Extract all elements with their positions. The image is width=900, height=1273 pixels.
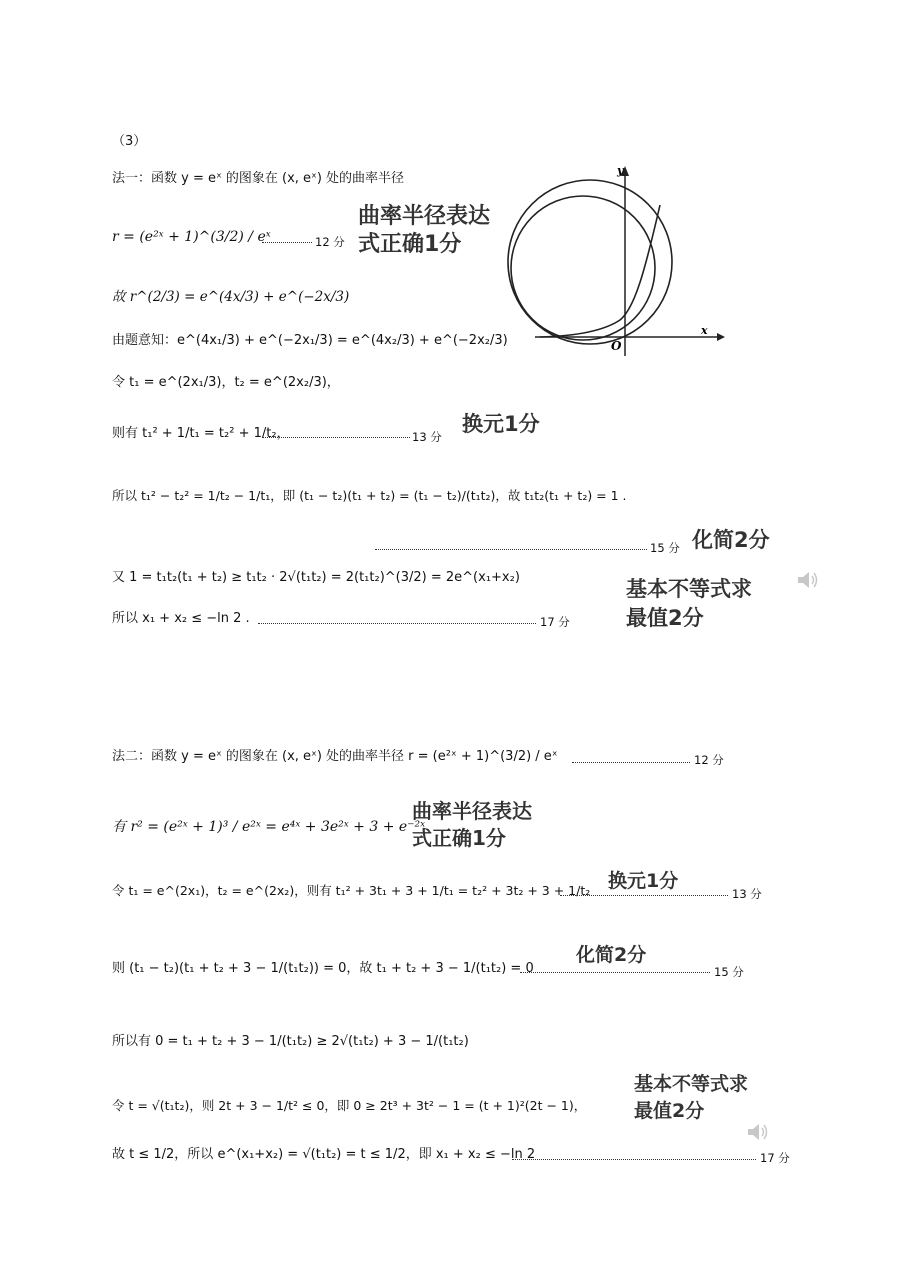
note-inequality: 基本不等式求 最值2分 [626,577,752,630]
curvature-circle-graph [495,160,735,360]
note-radius: 曲率半径表达 式正确1分 [358,204,491,257]
method2-step-let: 令 t = √(t₁t₂)，则 2t + 3 − 1/t² ≤ 0，即 0 ≥ 2t³ + 3t² − 1 = (t + 1)²(2t − 1)， [112,1098,587,1113]
method1-step-result: 所以 x₁ + x₂ ≤ −ln 2 . [112,611,250,626]
speaker-icon[interactable] [795,568,821,592]
note-substitution: 换元1分 [462,412,540,436]
method2-step-so: 所以有 0 = t₁ + t₂ + 3 − 1/(t₁t₂) ≥ 2√(t₁t₂) + 3 − 1/(t₁t₂) [112,1034,469,1049]
curvature-circle-2 [511,196,655,340]
method1-step-ineq: 又 1 = t₁t₂(t₁ + t₂) ≥ t₁t₂ · 2√(t₁t₂) = 2(t₁t₂)^(3/2) = 2e^(x₁+x₂) [112,570,520,585]
dot-leader [520,972,710,973]
note-radius: 曲率半径表达 式正确1分 [412,799,532,850]
method1-step-then: 则有 t₁² + 1/t₁ = t₂² + 1/t₂， [112,426,290,441]
note-simplify: 化简2分 [576,944,647,966]
note-simplify: 化简2分 [692,528,770,552]
score-13: 13 分 [732,887,762,901]
score-15: 15 分 [650,541,680,555]
method2-step-r2: 有 r² = (e²ˣ + 1)³ / e²ˣ = e⁴ˣ + 3e²ˣ + 3 + e⁻²ˣ [112,819,426,835]
y-axis-label: y [617,164,624,177]
score-17: 17 分 [760,1151,790,1165]
note-substitution: 换元1分 [608,870,679,892]
method2-step-then: 则 (t₁ − t₂)(t₁ + t₂ + 3 − 1/(t₁t₂)) = 0，故 t₁ + t₂ + 3 − 1/(t₁t₂) = 0 [112,961,534,976]
dot-leader [375,549,647,550]
dot-leader [572,762,690,763]
method2-intro: 法二：函数 y = eˣ 的图象在 (x, eˣ) 处的曲率半径 r = (e²ˣ + 1)^(3/2) / eˣ [112,749,558,764]
method2-step-result: 故 t ≤ 1/2，所以 e^(x₁+x₂) = √(t₁t₂) = t ≤ 1/2，即 x₁ + x₂ ≤ −ln 2 [112,1147,536,1162]
method1-intro: 法一：函数 y = eˣ 的图象在 (x, eˣ) 处的曲率半径 [112,171,405,186]
x-axis-label: x [701,324,708,337]
section-label: （3） [112,134,147,149]
method1-step-r23: 故 r^(2/3) = e^(4x/3) + e^(−2x/3) [112,289,350,305]
dot-leader [262,242,312,243]
method1-step-so: 所以 t₁² − t₂² = 1/t₂ − 1/t₁，即 (t₁ − t₂)(t₁ + t₂) = (t₁ − t₂)/(t₁t₂)，故 t₁t₂(t₁ + t₂) = 1 . [112,488,627,503]
score-15: 15 分 [714,965,744,979]
score-12: 12 分 [315,235,345,249]
x-axis-arrow [717,333,725,341]
note-inequality: 基本不等式求 最值2分 [634,1073,749,1122]
dot-leader [258,623,536,624]
method1-step-given: 由题意知：e^(4x₁/3) + e^(−2x₁/3) = e^(4x₂/3) + e^(−2x₂/3) [112,333,508,348]
exp-curve [540,205,660,337]
score-12: 12 分 [694,753,724,767]
method1-r-formula: r = (e²ˣ + 1)^(3/2) / eˣ [112,229,271,245]
dot-leader [512,1159,756,1160]
speaker-icon[interactable] [745,1120,771,1144]
score-17: 17 分 [540,615,570,629]
dot-leader [262,437,410,438]
method1-step-sub: 令 t₁ = e^(2x₁/3)，t₂ = e^(2x₂/3)， [112,375,340,390]
method2-step-sub: 令 t₁ = e^(2x₁)，t₂ = e^(2x₂)，则有 t₁² + 3t₁ + 3 + 1/t₁ = t₂² + 3t₂ + 3 + 1/t₂ [112,883,591,898]
dot-leader [560,895,728,896]
origin-label: O [611,339,622,353]
score-13: 13 分 [412,430,442,444]
